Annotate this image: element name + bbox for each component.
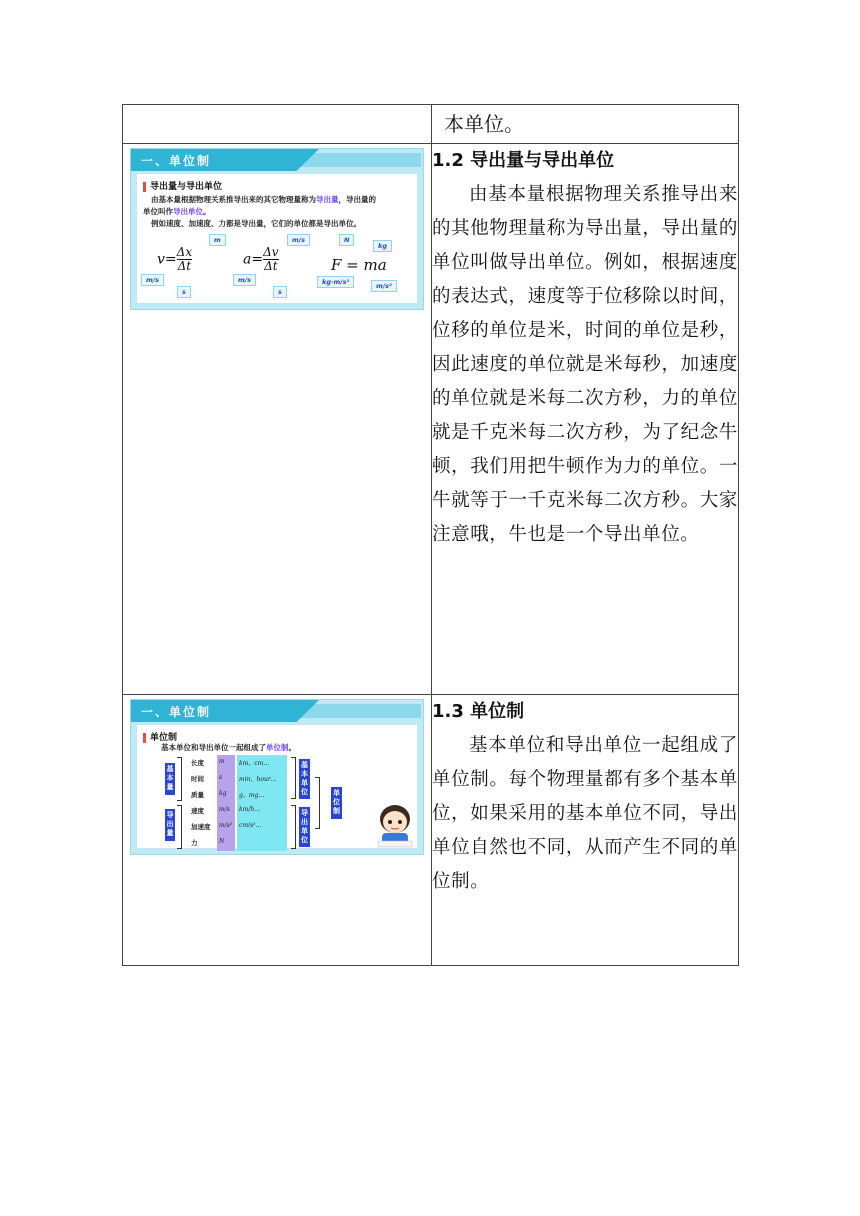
slide-highlight: 单位制	[266, 743, 289, 752]
brace-icon	[177, 805, 182, 849]
brace-icon	[291, 805, 296, 849]
unit-system-box: 单位制	[331, 787, 342, 819]
slide-content	[137, 725, 417, 848]
slide-text: 单位叫作	[143, 207, 173, 216]
slide-paragraph	[143, 206, 211, 218]
formula-fraction	[263, 246, 278, 273]
formula-velocity: v= $\frac{\Delta x}{\Delta t}$	[157, 245, 193, 273]
quantity-label: 质量	[191, 791, 204, 799]
slide-text: ，导出量的	[338, 195, 376, 204]
unit-tag: m/s	[233, 274, 256, 286]
other-unit: g、mg…	[239, 792, 265, 799]
quantity-label: 速度	[191, 807, 204, 815]
heading-marker-icon	[143, 733, 146, 743]
other-unit: cm/s²…	[239, 822, 262, 829]
unit-symbol: s	[219, 774, 223, 781]
slide-text: 由基本量根据物理关系推导出来的其它物理量称为	[151, 195, 316, 204]
unit-tag: kg	[373, 240, 392, 252]
other-unit: km、cm…	[239, 760, 270, 767]
basic-unit-box: 基本单位	[299, 759, 310, 799]
slide-text: 。	[288, 743, 296, 752]
unit-tag: N	[339, 234, 354, 246]
text-cell	[432, 144, 739, 695]
unit-tag: s	[177, 286, 191, 298]
lesson-table	[122, 104, 739, 966]
unit-symbol: m/s²	[219, 822, 233, 829]
unit-tag: m	[209, 234, 226, 246]
slide-thumbnail-unit-system	[130, 699, 424, 855]
unit-symbol: N	[219, 838, 225, 845]
quantity-label: 加速度	[191, 823, 211, 831]
other-unit: km/h…	[239, 806, 261, 813]
formula-symbol: v	[157, 251, 165, 268]
formula-symbol: a	[243, 251, 252, 268]
group-label-basic: 基本量	[165, 763, 175, 795]
slide-highlight: 导出单位	[173, 207, 203, 216]
brace-icon	[315, 777, 320, 829]
derived-unit-box: 导出单位	[299, 807, 310, 847]
section-title: 1.2 导出量与导出单位	[432, 150, 615, 171]
slide-highlight: 导出量	[316, 195, 339, 204]
slide-paragraph: 例如速度、加速度、力都是导出量，它们的单位都是导出单位。	[151, 219, 361, 228]
slide-heading-text: 导出量与导出单位	[150, 182, 223, 192]
other-unit: min、hour…	[239, 776, 277, 783]
text-cell	[432, 105, 739, 144]
slide-section-title: 一、单位制	[141, 154, 212, 168]
quantity-label: 长度	[191, 759, 204, 767]
quantity-label: 力	[191, 839, 198, 847]
formula-force: F = ma	[331, 256, 387, 274]
slide-text: 基本单位和导出单位一起组成了	[161, 743, 266, 752]
slide-content	[137, 174, 417, 303]
brace-icon	[291, 757, 296, 799]
table-row	[123, 144, 739, 695]
unit-tag: kg·m/s²	[317, 276, 354, 288]
unit-symbol: m	[219, 758, 225, 765]
table-row	[123, 695, 739, 966]
continued-text: 本单位。	[444, 112, 524, 136]
section-title: 1.3 单位制	[432, 701, 525, 722]
heading-marker-icon	[143, 182, 146, 192]
section-body: 基本单位和导出单位一起组成了单位制。每个物理量都有多个基本单位，如果采用的基本单位不同，导出单位自然也不同，从而产生不同的单位制。	[432, 735, 738, 892]
other-unit-column	[237, 755, 287, 851]
slide-section-title: 一、单位制	[141, 705, 212, 719]
unit-tag: m/s²	[371, 280, 397, 292]
brace-icon	[177, 757, 182, 801]
si-unit-column	[217, 755, 235, 851]
slide-cell	[123, 144, 432, 695]
unit-tag: m/s	[141, 274, 164, 286]
unit-tag: s	[273, 286, 287, 298]
formula-denominator: Δt	[264, 259, 278, 273]
unit-symbol: m/s	[219, 806, 230, 813]
table-row	[123, 105, 739, 144]
formula-acceleration: a= $\frac{\Delta v}{\Delta t}$	[243, 245, 279, 273]
section-body: 由基本量根据物理关系推导出来的其他物理量称为导出量，导出量的单位叫做导出单位。例如，根据速度的表达式，速度等于位移除以时间，位移的单位是米，时间的单位是秒，因此速度的单位就是米每秒，加速度的单位就是米每二次方秒，力的单位就是千克米每二次方秒，为了纪念牛顿，我们用把牛顿作为力的单位。一牛就等于一千克米每二次方秒。大家注意哦，牛也是一个导出单位。	[432, 184, 738, 545]
unit-tag: m/s	[287, 234, 310, 246]
formula-fraction	[177, 246, 192, 273]
slide-heading	[143, 179, 222, 192]
slide-paragraph	[161, 742, 296, 754]
slide-cell	[123, 695, 432, 966]
slide-text: 。	[203, 207, 211, 216]
slide-cell	[123, 105, 432, 144]
slide-paragraph	[151, 194, 421, 206]
text-cell	[432, 695, 739, 966]
slide-thumbnail-derived-units	[130, 148, 424, 310]
formula-numerator: Δx	[176, 245, 193, 259]
formula-numerator: Δv	[263, 245, 279, 259]
student-illustration-icon	[373, 799, 417, 849]
group-label-derived: 导出量	[165, 809, 175, 841]
quantity-label: 时间	[191, 775, 204, 783]
unit-symbol: kg	[219, 790, 227, 797]
formula-denominator: Δt	[177, 259, 192, 273]
slide-heading-text: 单位制	[150, 733, 178, 743]
